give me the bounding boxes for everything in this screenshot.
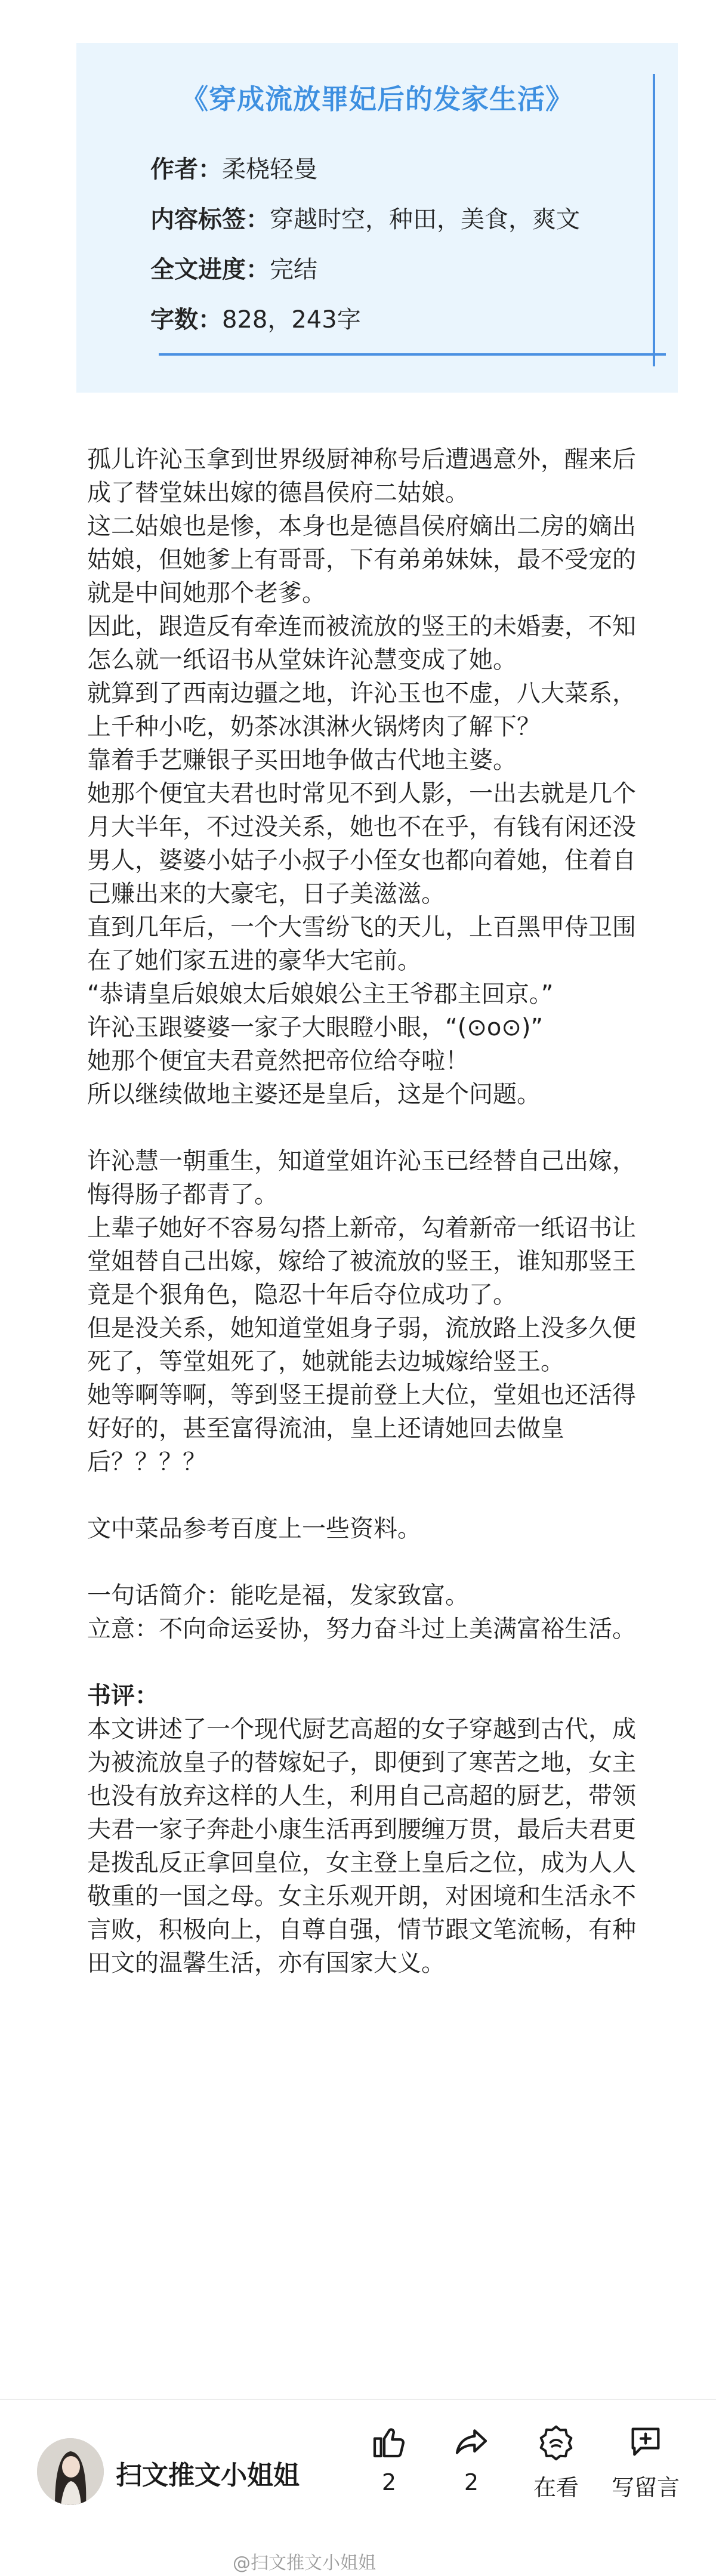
paragraph: 就算到了西南边疆之地，许沁玉也不虚，八大菜系，上千种小吃，奶茶冰淇淋火锅烤肉了解下？ [87,680,636,741]
meta-label: 作者： [150,156,222,183]
paragraph: 但是没关系，她知道堂姐身子弱，流放路上没多久便死了，等堂姐死了，她就能去边城嫁给竖王。 [87,1315,636,1375]
paragraph-gap [87,1646,636,1679]
meta-value: 完结 [270,256,317,283]
share-count: 2 [464,2469,479,2495]
paragraph: “恭请皇后娘娘太后娘娘公主王爷郡主回京。” [87,980,554,1008]
bottom-action-bar [0,2399,716,2542]
paragraph-gap [87,1111,636,1144]
like-count: 2 [381,2469,397,2495]
paragraph: 直到几年后，一个大雪纷飞的天儿，上百黑甲侍卫围在了她们家五进的豪华大宅前。 [87,914,636,974]
card-horizontal-rule [159,353,666,356]
paragraph: 因此，跟造反有牵连而被流放的竖王的未婚妻，不知怎么就一纸诏书从堂妹许沁慧变成了她。 [87,613,636,674]
meta-progress [150,245,580,295]
watching-icon [537,2423,575,2461]
paragraph: 孤儿许沁玉拿到世界级厨神称号后遭遇意外，醒来后成了替堂妹出嫁的德昌侯府二姑娘。 [87,446,636,507]
paragraph: 这二姑娘也是惨，本身也是德昌侯府嫡出二房的嫡出姑娘，但她爹上有哥哥，下有弟弟妹妹，最不受宠的就是中间她那个老爹。 [87,513,636,607]
paragraph: 文中菜品参考百度上一些资料。 [87,1515,421,1542]
watching-button[interactable] [520,2423,592,2502]
avatar-icon [37,2438,104,2505]
watermark: @扫文推文小姐姐 [233,2553,376,2574]
paragraph: 许沁慧一朝重生，知道堂姐许沁玉已经替自己出嫁，悔得肠子都青了。 [87,1147,636,1208]
meta-tags [150,195,580,245]
paragraph-gap [87,1479,636,1512]
paragraph: 许沁玉跟婆婆一家子大眼瞪小眼，“(⊙o⊙)” [87,1014,544,1041]
meta-value: 828，243字 [222,306,361,334]
meta-value: 穿越时空，种田，美食，爽文 [270,206,580,233]
meta-label: 内容标签： [150,206,270,233]
comment-icon [626,2423,665,2461]
book-info-card [76,43,678,393]
bottom-divider [0,2399,716,2400]
share-button[interactable] [436,2423,507,2495]
write-comment-button[interactable] [610,2423,681,2502]
paragraph: 一句话简介：能吃是福，发家致富。 [87,1582,469,1609]
card-vertical-rule [653,74,655,366]
thumbs-up-icon [370,2423,408,2461]
article-body [87,443,636,1980]
paragraph: 本文讲述了一个现代厨艺高超的女子穿越到古代，成为被流放皇子的替嫁妃子，即便到了寒苦之地，女主也没有放弃这样的人生，利用自己高超的厨艺，带领夫君一家子奔赴小康生活再到腰缠万贯，最后夫君更是拨乱反正拿回皇位，女主登上皇后之位，成为人人敬重的一国之母。女主乐观开朗，对困境和生活永不言败，积极向上，自尊自强，情节跟文笔流畅，有种田文的温馨生活，亦有国家大义。 [87,1716,636,1977]
share-icon [452,2423,490,2461]
paragraph: 立意：不向命运妥协，努力奋斗过上美满富裕生活。 [87,1615,636,1643]
book-title: 《穿成流放罪妃后的发家生活》 [181,83,573,115]
paragraph: 所以继续做地主婆还是皇后，这是个问题。 [87,1081,541,1108]
paragraph: 靠着手艺赚银子买田地争做古代地主婆。 [87,746,517,774]
meta-author [150,144,580,195]
paragraph-gap [87,1545,636,1579]
meta-value: 柔桡轻曼 [222,156,317,183]
review-heading: 书评： [87,1682,159,1710]
like-button[interactable] [353,2423,425,2495]
paragraph: 上辈子她好不容易勾搭上新帝，勾着新帝一纸诏书让堂姐替自己出嫁，嫁给了被流放的竖王，谁知那竖王竟是个狠角色，隐忍十年后夺位成功了。 [87,1214,636,1309]
paragraph: 她那个便宜夫君竟然把帝位给夺啦！ [87,1047,469,1075]
account-name[interactable]: 扫文推文小姐姐 [116,2460,300,2491]
meta-wordcount [150,295,580,345]
meta-label: 字数： [150,306,222,334]
book-meta [150,144,580,345]
paragraph: 她等啊等啊，等到竖王提前登上大位，堂姐也还活得好好的，甚至富得流油，皇上还请她回去做皇后？？？？ [87,1381,636,1476]
comment-label: 写留言 [611,2475,680,2501]
paragraph: 她那个便宜夫君也时常见不到人影，一出去就是几个月大半年，不过没关系，她也不在乎，有钱有闲还没男人，婆婆小姑子小叔子小侄女也都向着她，住着自己赚出来的大豪宅，日子美滋滋。 [87,780,636,908]
avatar[interactable] [37,2438,104,2505]
watching-label: 在看 [533,2475,579,2501]
meta-label: 全文进度： [150,256,270,283]
